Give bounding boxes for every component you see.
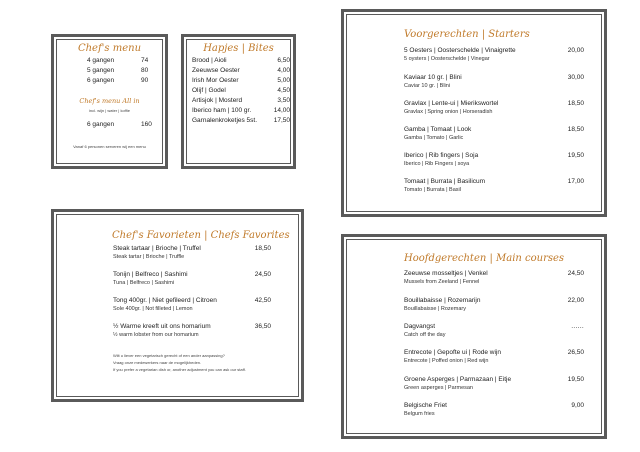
dish-item [404, 178, 584, 200]
menu-row-label: 5 gangen [87, 67, 115, 74]
menu-row-label: 6 gangen [87, 121, 115, 128]
bite-price: 4,50 [277, 87, 290, 94]
dish-item [113, 271, 271, 293]
favourites-note: Vraag onze medewerkers naar de mogelijkheden. [113, 360, 202, 365]
dish-item [113, 297, 271, 319]
dish-translation: 5 oysters | Oosterschelde | Vinegar [404, 56, 490, 62]
dish-price: 22,00 [567, 297, 584, 304]
menu-row-price: 74 [141, 57, 149, 64]
dish-item [404, 323, 584, 345]
starters-card [341, 9, 607, 217]
dish-translation: Green asperges | Parmesan [404, 385, 473, 391]
dish-item [404, 349, 584, 371]
all-in-title: Chef's menu All in [79, 97, 140, 105]
dish-name: Zeeuwse mosseltjes | Venkel [404, 270, 488, 277]
favourites-note: Wilt u liever een vegetarisch gerecht of een ander aanpassing? [113, 353, 225, 358]
dish-price: 36,50 [254, 323, 271, 330]
mains-title: Hoofdgerechten | Main courses [404, 253, 565, 264]
bite-price: 17,50 [273, 117, 290, 124]
dish-price: 26,50 [567, 349, 584, 356]
dish-price: 17,00 [567, 178, 584, 185]
dish-translation: Caviar 10 gr. | Blini [404, 83, 451, 89]
menu-row-price: 80 [141, 67, 149, 74]
bite-price: 14,00 [273, 107, 290, 114]
bite-label: Olijf | Godel [192, 87, 226, 94]
dish-item [404, 126, 584, 148]
dish-name: Entrecote | Gepofte ui | Rode wijn [404, 349, 501, 356]
bite-label: Irish Mor Oester [192, 77, 239, 84]
dish-name: Bouillabaisse | Rozemarijn [404, 297, 481, 304]
dish-name: Dagvangst [404, 323, 436, 330]
dish-translation: Bouillabaisse | Rozemary [404, 306, 466, 312]
bite-row [192, 87, 290, 97]
bite-row [192, 117, 290, 127]
bite-price: 6,50 [277, 57, 290, 64]
menu-footer-note: Vanaf 6 personen serveren wij een menu [73, 144, 146, 149]
favourites-note: If you prefer a vegetarian dish or, another adjustment you can ask our staff. [113, 367, 246, 372]
dish-item [404, 270, 584, 292]
dish-price: 24,50 [567, 270, 584, 277]
dish-name: ½ Warme kreeft uit ons homarium [113, 323, 211, 330]
bite-row [192, 57, 290, 67]
dish-price: 30,00 [567, 74, 584, 81]
dish-name: 5 Oesters | Oosterschelde | Vinaigrette [404, 47, 516, 54]
dish-name: Tonijn | Belfreco | Sashimi [113, 271, 188, 278]
dish-price: 19,50 [567, 376, 584, 383]
bite-label: Garnalenkroketjes 5st. [192, 117, 258, 124]
menu-row-price: 160 [141, 121, 152, 128]
dish-name: Steak tartaar | Brioche | Truffel [113, 245, 201, 252]
dish-translation: Entrecote | Poffed onion | Red wijn [404, 358, 489, 364]
dish-name: Iberico | Rib fingers | Soja [404, 152, 479, 159]
bite-price: 3,50 [277, 97, 290, 104]
dish-name: Tomaat | Burrata | Basilicum [404, 178, 486, 185]
dish-item [404, 297, 584, 319]
bite-price: 5,00 [277, 77, 290, 84]
dish-name: Groene Asperges | Parmazaan | Eitje [404, 376, 512, 383]
bite-price: 4,00 [277, 67, 290, 74]
dish-price: …… [571, 323, 584, 330]
bite-row [192, 77, 290, 87]
dish-price: 18,50 [254, 245, 271, 252]
dish-item [404, 74, 584, 96]
bites-title: Hapjes | Bites [203, 43, 274, 54]
bite-label: Brood | Aioli [192, 57, 227, 64]
dish-name: Belgische Friet [404, 402, 447, 409]
all-in-note: incl. wijn | water | koffie [89, 108, 130, 113]
bites-card [181, 34, 296, 169]
dish-translation: Gravlax | Spring onion | Horseradish [404, 109, 493, 115]
dish-name: Tong 400gr. | Niet gefileerd | Citroen [113, 297, 217, 304]
chefs-menu-title: Chef's menu [77, 43, 142, 54]
dish-translation: ½ warm lobster from our homarium [113, 332, 199, 338]
dish-item [404, 376, 584, 398]
favourites-card [51, 209, 304, 402]
dish-price: 42,50 [254, 297, 271, 304]
dish-item [404, 402, 584, 424]
dish-translation: Mussels from Zeeland | Fennel [404, 279, 480, 285]
dish-name: Gravlax | Lente-ui | Mierikswortel [404, 100, 499, 107]
dish-item [113, 245, 271, 267]
starters-title: Voorgerechten | Starters [404, 29, 530, 40]
menu-row [87, 67, 157, 77]
bite-row [192, 67, 290, 77]
dish-translation: Sole 400gr. | Not filleted | Lemon [113, 306, 193, 312]
favourites-title: Chef's Favorieten | Chefs Favorites [112, 230, 290, 241]
menu-row-label: 6 gangen [87, 77, 115, 84]
bite-label: Zeeuwse Oester [192, 67, 240, 74]
bite-label: Iberico ham | 100 gr. [192, 107, 252, 114]
dish-item [404, 152, 584, 174]
dish-translation: Iberico | Rib Fingers | soya [404, 161, 470, 167]
menu-row-price: 90 [141, 77, 149, 84]
dish-translation: Belgum fries [404, 411, 435, 417]
dish-translation: Tuna | Belfreco | Sashimi [113, 280, 175, 286]
dish-price: 20,00 [567, 47, 584, 54]
dish-name: Gamba | Tomaat | Look [404, 126, 472, 133]
dish-price: 18,50 [567, 100, 584, 107]
mains-card [341, 234, 607, 439]
bite-row [192, 107, 290, 117]
dish-price: 18,50 [567, 126, 584, 133]
dish-item [404, 47, 584, 69]
dish-price: 9,00 [571, 402, 584, 409]
dish-price: 24,50 [254, 271, 271, 278]
chefs-menu-card [51, 34, 168, 169]
dish-translation: Gamba | Tomato | Garlic [404, 135, 464, 141]
menu-row [87, 57, 157, 67]
dish-price: 19,50 [567, 152, 584, 159]
dish-item [404, 100, 584, 122]
dish-translation: Tomato | Burrata | Basil [404, 187, 461, 193]
bite-label: Artisjok | Mosterd [192, 97, 243, 104]
menu-row-label: 4 gangen [87, 57, 115, 64]
menu-row [87, 121, 157, 131]
dish-item [113, 323, 271, 345]
dish-translation: Catch off the day [404, 332, 446, 338]
dish-translation: Steak tartar | Brioche | Truffle [113, 254, 185, 260]
bite-row [192, 97, 290, 107]
menu-row [87, 77, 157, 87]
dish-name: Kaviaar 10 gr. | Blini [404, 74, 462, 81]
